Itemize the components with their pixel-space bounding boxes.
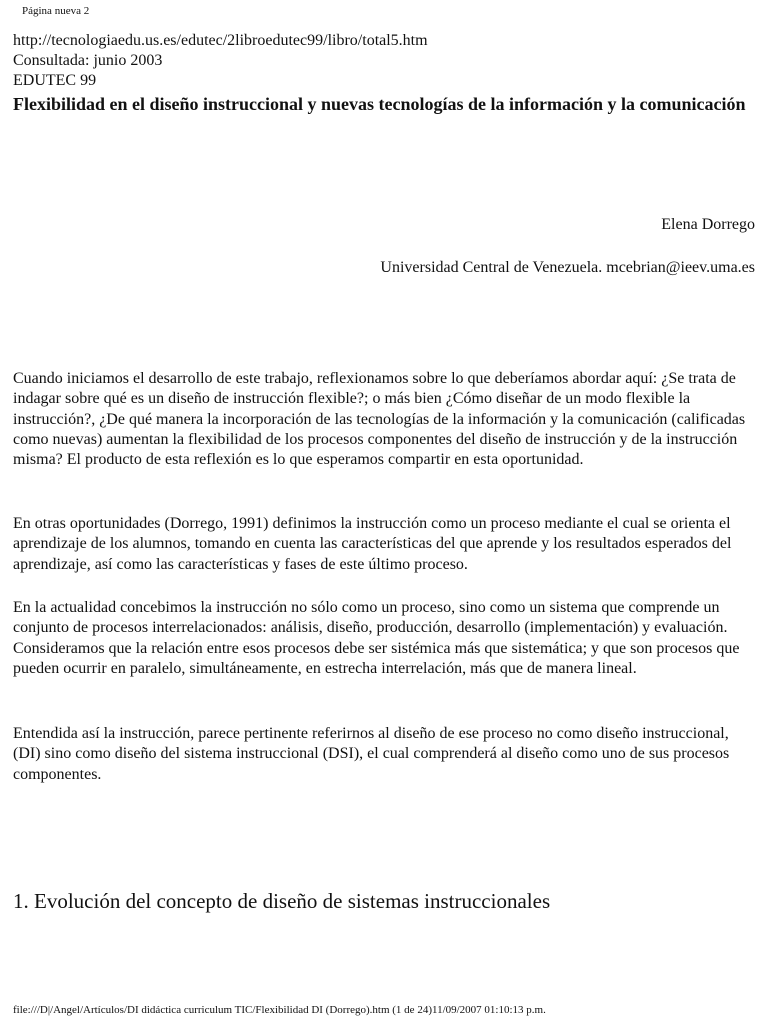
document-title: Flexibilidad en el diseño instruccional y nuevas tecnologías de la información y la comunicación: [13, 94, 746, 114]
author-affiliation: Universidad Central de Venezuela. mcebrian@ieev.uma.es: [380, 259, 755, 276]
paragraph-2: En otras oportunidades (Dorrego, 1991) definimos la instrucción como un proceso mediante el cual se orienta el aprendizaje de los alumnos, tomando en cuenta las características del que aprende y los resultados esperados del aprendizaje, así como las características y fases de este último proceso.: [13, 515, 732, 573]
consulted-date: Consultada: junio 2003: [13, 52, 163, 69]
source-url: http://tecnologiaedu.us.es/edutec/2libroedutec99/libro/total5.htm: [13, 32, 428, 49]
print-header: Página nueva 2: [22, 5, 90, 17]
section-heading: 1. Evolución del concepto de diseño de sistemas instruccionales: [13, 889, 551, 913]
author-name: Elena Dorrego: [661, 216, 755, 233]
paragraph-1: Cuando iniciamos el desarrollo de este trabajo, reflexionamos sobre lo que deberíamos abordar aquí: ¿Se trata de indagar sobre qué es un diseño de instrucción flexible?; o más bien ¿Cómo diseñar de un modo flexible la instrucción?, ¿De qué manera la incorporación de las tecnologías de la información y la comunicación (calificadas como nuevas) aumentan la flexibilidad de los procesos componentes del diseño de instrucción y de la instrucción misma? El producto de esta reflexión es lo que esperamos compartir en esta oportunidad.: [13, 370, 746, 469]
paragraph-4: Entendida así la instrucción, parece pertinente referirnos al diseño de ese proceso no como diseño instruccional, (DI) sino como diseño del sistema instruccional (DSI), el cual comprenderá al diseño como uno de sus procesos componentes.: [13, 725, 730, 783]
print-footer: file:///D|/Angel/Artículos/DI didáctica curriculum TIC/Flexibilidad DI (Dorrego).htm (1 de 24)11/09/2007 01:10:13 p.m.: [13, 1004, 546, 1016]
paragraph-3: En la actualidad concebimos la instrucción no sólo como un proceso, sino como un sistema que comprende un conjunto de procesos interrelacionados: análisis, diseño, producción, desarrollo (implementación) y evaluación. Consideramos que la relación entre esos procesos debe ser sistémica más que sistemática; y que son procesos que pueden ocurrir en paralelo, simultáneamente, en estrecha interrelación, más que de manera lineal.: [13, 599, 740, 677]
event-name: EDUTEC 99: [13, 72, 97, 89]
